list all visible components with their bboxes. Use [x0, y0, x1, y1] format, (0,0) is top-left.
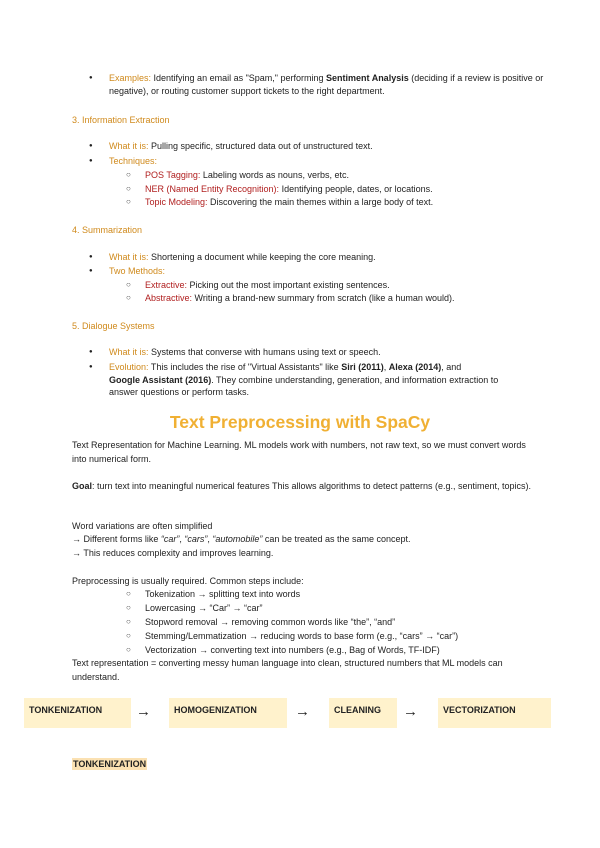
section5-what-label: What it is: [109, 347, 149, 357]
step-item: ○ Lowercasing → “Car” → “car” [145, 602, 565, 615]
goal-text: : turn text into meaningful numerical features This allows algorithms to detect patterns (e.g., sentiment, topics). [92, 481, 532, 491]
section5-evo-text-2: . They combine understanding, generation, and information extraction to answer questions or perform tasks. [109, 374, 499, 397]
sub-text: Identifying people, dates, or locations. [279, 184, 433, 194]
sub-term: POS Tagging: [145, 170, 201, 180]
sub-text: Labeling words as nouns, verbs, etc. [200, 170, 349, 180]
section3-what-label: What it is: [109, 141, 149, 151]
pipeline-stage-homogenization: HOMOGENIZATION [169, 698, 287, 728]
sub-term: Extractive: [145, 280, 188, 290]
sub-term: Topic Modeling: [145, 197, 208, 207]
sub-text: Picking out the most important existing sentences. [187, 280, 390, 290]
section3-heading: 3. Information Extraction [72, 115, 170, 125]
section4-sub-item [145, 292, 565, 305]
goal-label: Goal [72, 481, 93, 491]
section5-what-text: Systems that converse with humans using text or speech. [148, 347, 381, 357]
section3-sub-item [145, 196, 565, 209]
section3-tech-bullet [109, 155, 549, 168]
variations-line-3: → This reduces complexity and improves learning. [72, 548, 274, 558]
var-example: “cars” [184, 534, 208, 544]
pipeline-stage-cleaning: CLEANING [329, 698, 397, 728]
step-item: ○ Vectorization → converting text into numbers (e.g., Bag of Words, TF-IDF) [145, 644, 565, 657]
section5-evo-text-1: This includes the rise of "Virtual Assistants" like [148, 362, 342, 372]
section4-methods-bullet [109, 265, 549, 278]
intro-paragraph: Text Representation for Machine Learning. ML models work with numbers, not raw text, so we must convert words into numerical form. [72, 440, 526, 464]
section3-tech-label: Techniques: [109, 156, 158, 166]
sep: , [383, 362, 389, 372]
section3-sub-item [145, 169, 565, 182]
sub-text: Writing a brand-new summary from scratch (like a human would). [192, 293, 455, 303]
examples-bold: Sentiment Analysis [326, 73, 409, 83]
section3-what-text: Pulling specific, structured data out of unstructured text. [148, 141, 373, 151]
step-item: ○ Stopword removal → removing common words like “the”, “and” [145, 616, 565, 629]
section4-what-bullet [109, 251, 549, 264]
var-comma: , [207, 534, 213, 544]
alexa-bold: Alexa (2014) [388, 362, 442, 372]
section5-evo-label: Evolution: [109, 362, 149, 372]
pipeline-stage-tokenization: TONKENIZATION [24, 698, 131, 728]
pipeline-arrow: → [295, 703, 310, 720]
variations-line-1: Word variations are often simplified [72, 521, 213, 531]
sub-text: Discovering the main themes within a large body of text. [207, 197, 434, 207]
sep: , and [441, 362, 462, 372]
examples-label: Examples: [109, 73, 152, 83]
sub-term: Abstractive: [145, 293, 193, 303]
tokenization-heading: TONKENIZATION [73, 759, 147, 769]
google-bold: Google Assistant (2016) [109, 374, 212, 385]
section3-what-bullet [109, 140, 549, 153]
section5-evolution-bullet [109, 361, 529, 399]
section4-heading: 4. Summarization [72, 225, 143, 235]
section4-methods-label: Two Methods: [109, 266, 166, 276]
section3-sub-item [145, 183, 565, 196]
steps-intro: Preprocessing is usually required. Common steps include: [72, 576, 304, 586]
goal-paragraph [72, 480, 532, 494]
var-comma: , [179, 534, 185, 544]
examples-text-1: Identifying an email as "Spam," performing [151, 73, 327, 83]
var-text: can be treated as the same concept. [262, 534, 411, 544]
section4-what-label: What it is: [109, 252, 149, 262]
var-example: “car” [160, 534, 180, 544]
section4-what-text: Shortening a document while keeping the core meaning. [148, 252, 376, 262]
var-example: “automobile” [212, 534, 263, 544]
pipeline-stage-vectorization: VECTORIZATION [438, 698, 551, 728]
examples-text-2: (deciding if a review is positive or negative), or routing customer support tickets to the right department. [109, 73, 544, 96]
section5-what-bullet [109, 346, 549, 359]
sub-term: NER (Named Entity Recognition): [145, 184, 280, 194]
siri-bold: Siri (2011) [341, 362, 384, 372]
variations-line-2 [72, 533, 532, 547]
pipeline-arrow: → [403, 703, 418, 720]
step-item: ○ Tokenization → splitting text into words [145, 588, 565, 601]
step-item: ○ Stemming/Lemmatization → reducing words to base form (e.g., “cars” → “car”) [145, 630, 565, 643]
examples-bullet [109, 72, 549, 97]
pipeline-arrow: → [136, 703, 151, 720]
section5-heading: 5. Dialogue Systems [72, 321, 155, 331]
page-title: Text Preprocessing with SpaCy [169, 412, 431, 432]
steps-summary: Text representation = converting messy human language into clean, structured numbers that ML models can understand. [72, 658, 503, 682]
section4-sub-item [145, 279, 565, 292]
var-text: → Different forms like [72, 534, 161, 544]
